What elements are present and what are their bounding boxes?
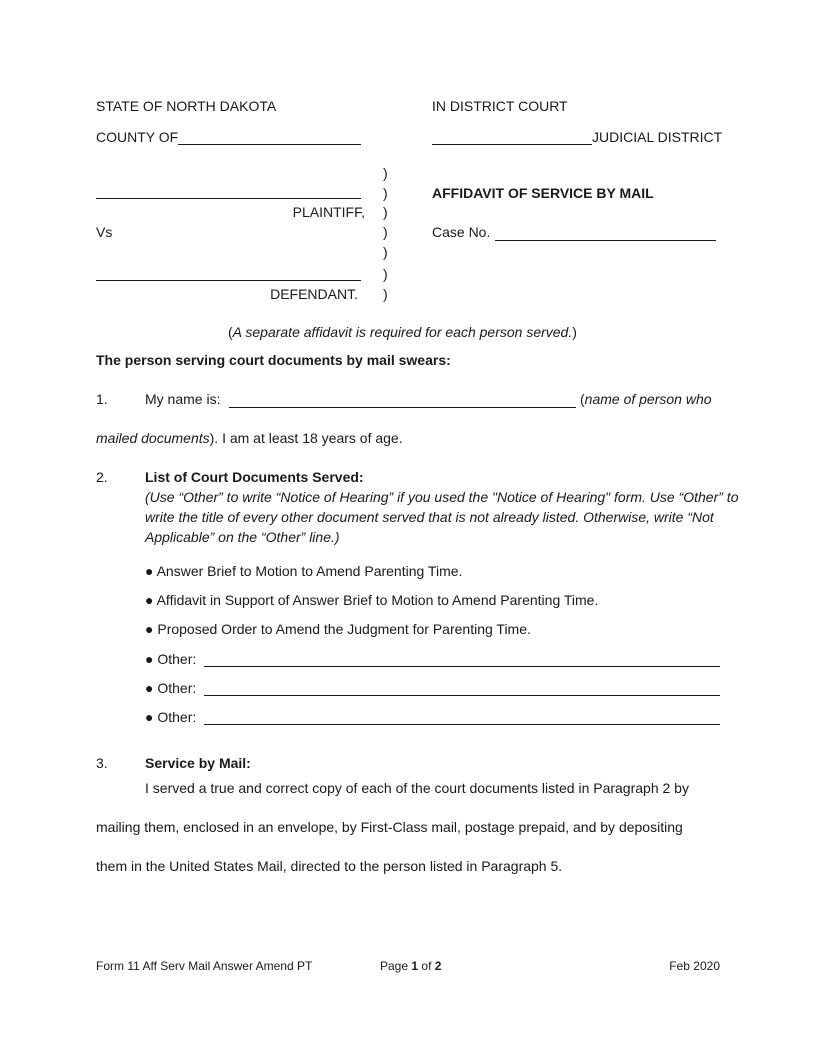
form-date: Feb 2020: [669, 959, 720, 973]
versus-label: Vs: [96, 224, 113, 240]
intro-statement: The person serving court documents by mail swears:: [96, 352, 451, 368]
caption-paren: ): [383, 266, 388, 282]
district-label: JUDICIAL DISTRICT: [592, 129, 723, 145]
defendant-name-field[interactable]: [96, 280, 361, 281]
other-document-label: ● Other:: [145, 709, 197, 725]
form-name: Form 11 Aff Serv Mail Answer Amend PT: [96, 959, 313, 973]
other-document-field[interactable]: [204, 695, 720, 696]
other-document-field[interactable]: [204, 724, 720, 725]
case-number-label: Case No.: [432, 224, 491, 240]
caption-paren: ): [383, 286, 388, 302]
document-list-item: ● Affidavit in Support of Answer Brief to Motion to Amend Parenting Time.: [145, 592, 599, 608]
state-heading: STATE OF NORTH DAKOTA: [96, 98, 277, 114]
page-number: Page 1 of 2: [380, 959, 442, 973]
server-name-field[interactable]: [229, 407, 576, 408]
plaintiff-label: PLAINTIFF,: [292, 204, 365, 220]
defendant-label: DEFENDANT.: [270, 286, 358, 302]
caption-paren: ): [383, 224, 388, 240]
paragraph-2-heading: List of Court Documents Served:: [145, 469, 364, 485]
district-field[interactable]: [432, 144, 592, 145]
county-label: COUNTY OF: [96, 129, 179, 145]
name-label: My name is:: [145, 391, 221, 407]
service-statement-line: them in the United States Mail, directed to the person listed in Paragraph 5.: [96, 858, 563, 874]
age-statement: mailed documents). I am at least 18 years of age.: [96, 430, 403, 446]
caption-paren: ): [383, 165, 388, 181]
case-number-field[interactable]: [495, 240, 716, 241]
other-document-label: ● Other:: [145, 680, 197, 696]
separate-affidavit-note: (A separate affidavit is required for each person served.): [228, 324, 577, 340]
county-field[interactable]: [178, 144, 361, 145]
document-list-item: ● Answer Brief to Motion to Amend Parenting Time.: [145, 563, 463, 579]
paragraph-3-heading: Service by Mail:: [145, 755, 251, 771]
name-hint: (name of person who: [580, 391, 712, 407]
plaintiff-name-field[interactable]: [96, 198, 361, 199]
paragraph-2-number: 2.: [96, 469, 108, 485]
service-statement-line: mailing them, enclosed in an envelope, by First-Class mail, postage prepaid, and by depositing: [96, 819, 683, 835]
document-title: AFFIDAVIT OF SERVICE BY MAIL: [432, 185, 654, 201]
document-list-item: ● Proposed Order to Amend the Judgment for Parenting Time.: [145, 621, 531, 637]
other-document-field[interactable]: [204, 666, 720, 667]
caption-paren: ): [383, 185, 388, 201]
caption-paren: ): [383, 244, 388, 260]
other-document-label: ● Other:: [145, 651, 197, 667]
paragraph-1-number: 1.: [96, 391, 108, 407]
service-statement-line: I served a true and correct copy of each of the court documents listed in Paragraph 2 by: [145, 780, 689, 796]
caption-paren: ): [383, 204, 388, 220]
paragraph-2-instructions: (Use “Other” to write “Notice of Hearing” if you used the "Notice of Hearing" form. Use “Other” to write the title of every other document served that is not already listed. Otherwise, write “Not Applicable” on the “Other” line.): [145, 489, 739, 545]
paragraph-3-number: 3.: [96, 755, 108, 771]
court-heading: IN DISTRICT COURT: [432, 98, 568, 114]
